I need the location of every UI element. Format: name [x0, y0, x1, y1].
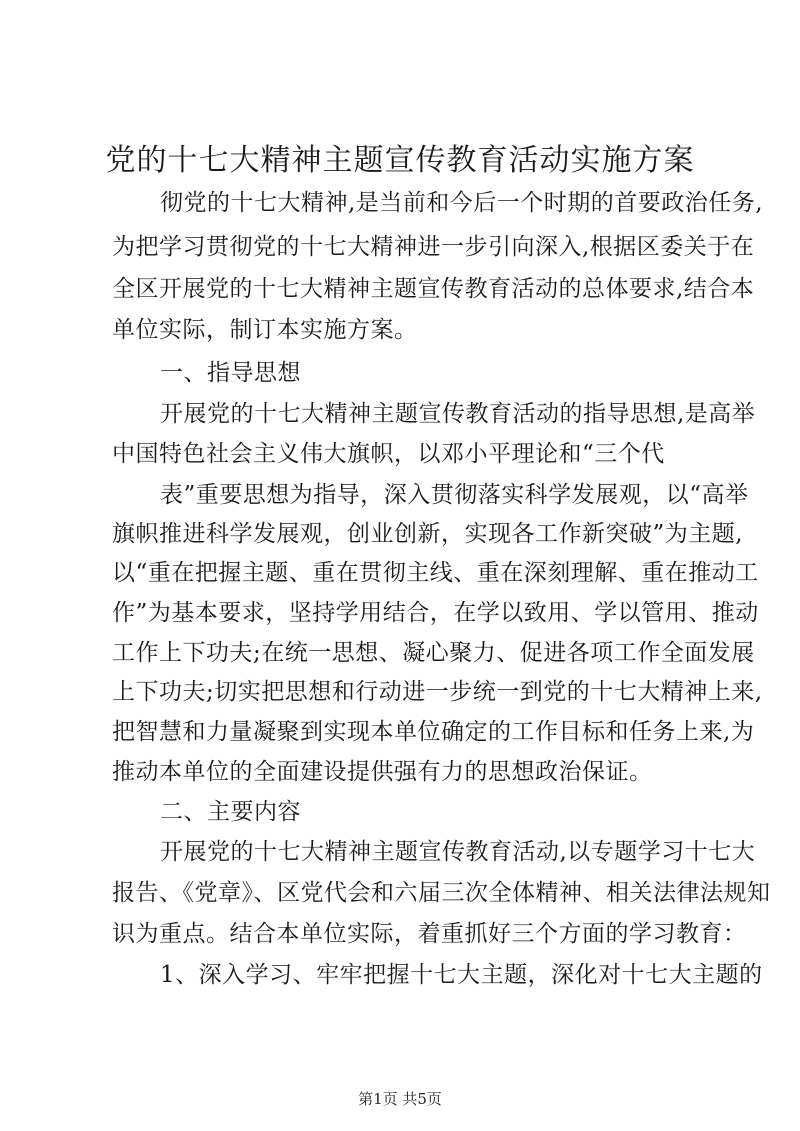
body-line: 报告、《党章》、区党代会和六届三次全体精神、相关法律法规知	[112, 880, 771, 906]
body-line: 推动本单位的全面建设提供强有力的思想政治保证。	[112, 759, 653, 785]
section-heading: 二、主要内容	[160, 799, 301, 825]
body-line: 以“重在把握主题、重在贯彻主线、重在深刻理解、重在推动工	[112, 560, 759, 586]
body-line: 彻党的十七大精神,是当前和今后一个时期的首要政治任务,	[160, 190, 764, 216]
body-line: 工作上下功夫;在统一思想、凝心聚力、促进各项工作全面发展	[112, 640, 755, 666]
body-line: 开展党的十七大精神主题宣传教育活动,以专题学习十七大	[160, 839, 756, 865]
body-line: 为把学习贯彻党的十七大精神进一步引向深入,根据区委关于在	[112, 234, 755, 260]
document-title: 党的十七大精神主题宣传教育活动实施方案	[105, 143, 695, 178]
body-line: 全区开展党的十七大精神主题宣传教育活动的总体要求,结合本	[112, 276, 755, 302]
section-heading: 一、指导思想	[160, 360, 301, 386]
body-line: 上下功夫;切实把思想和行动进一步统一到党的十七大精神上来,	[112, 679, 763, 705]
page-number-footer: 第1页 共5页	[358, 1090, 442, 1108]
body-line: 表”重要思想为指导，深入贯彻落实科学发展观，以“高举	[160, 482, 749, 508]
body-line: 作”为基本要求，坚持学用结合，在学以致用、学以管用、推动	[112, 600, 759, 626]
body-line: 1、深入学习、牢牢把握十七大主题，深化对十七大主题的	[160, 962, 763, 988]
body-line: 识为重点。结合本单位实际，着重抓好三个方面的学习教育：	[112, 921, 747, 947]
body-line: 中国特色社会主义伟大旗帜，以邓小平理论和“三个代	[112, 441, 665, 467]
body-line: 把智慧和力量凝聚到实现本单位确定的工作目标和任务上来,为	[112, 719, 755, 745]
body-line: 开展党的十七大精神主题宣传教育活动的指导思想,是高举	[160, 401, 756, 427]
body-line: 单位实际，制订本实施方案。	[112, 317, 418, 343]
body-line: 旗帜推进科学发展观，创业创新，实现各工作新突破”为主题,	[112, 521, 744, 547]
